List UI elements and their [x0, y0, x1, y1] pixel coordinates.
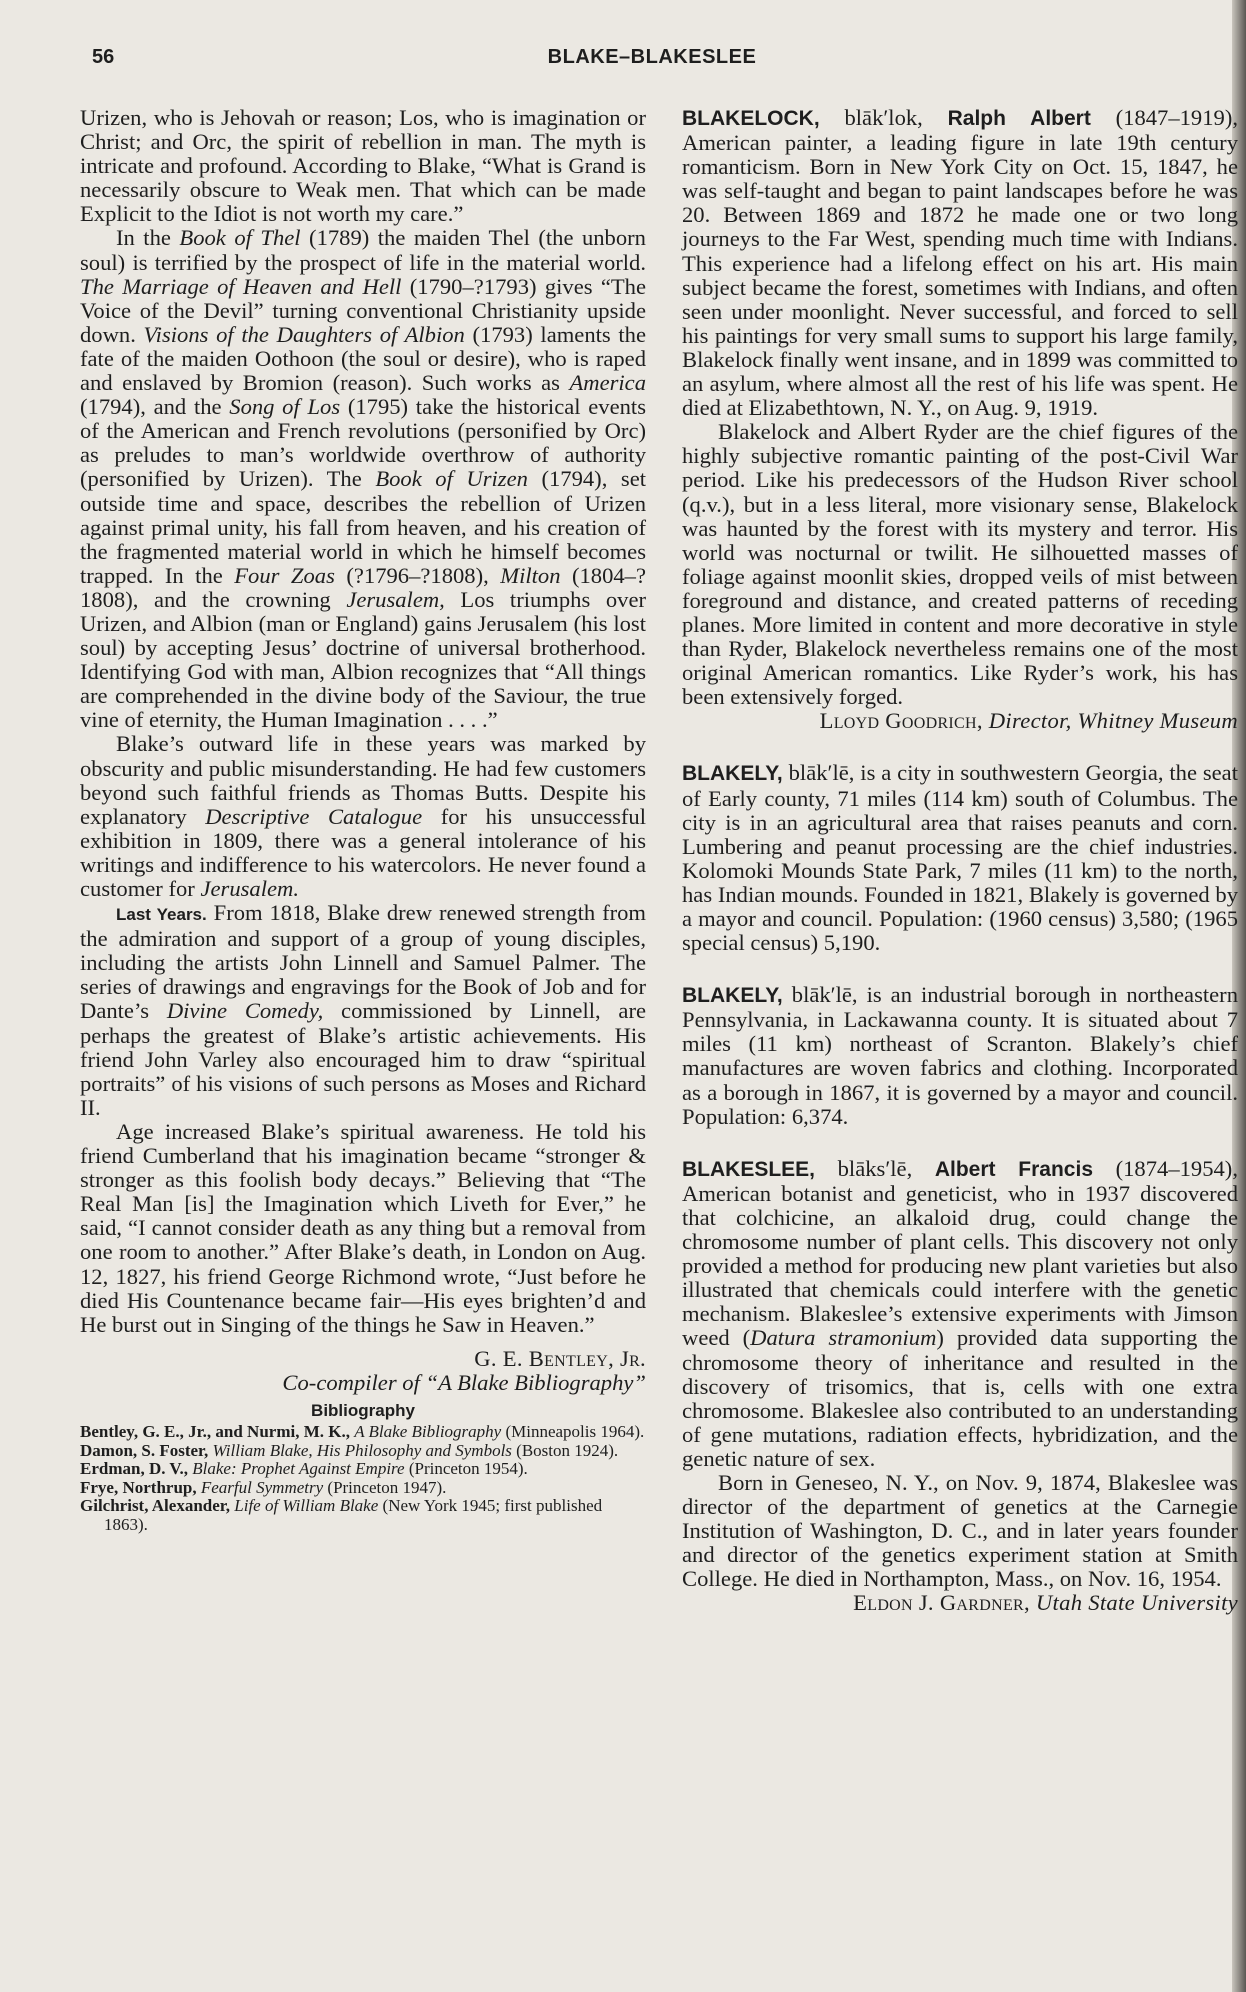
species-name: Datura stramonium	[750, 1325, 937, 1351]
entry-headword: BLAKELOCK,	[682, 107, 820, 130]
bibliography-entry: Damon, S. Foster, William Blake, His Philosophy and Symbols (Boston 1924).	[80, 1440, 619, 1460]
entry-headword: BLAKELY,	[682, 984, 783, 1008]
work-title: Descriptive Catalogue	[205, 803, 423, 829]
blakely-georgia-paragraph: BLAKELY, blāk′lē, is a city in southwestern Georgia, the seat of Early county, 71 miles (114 km) south of Columbus. The city is in an agricultural area that raises peanuts and corn. Lumbering and peanut processing are the chief industries. Kolomoki Mounds State Park, 7 miles (11 km) to the north, has Indian mounds. Founded in 1821, Blakely is governed by a mayor and council. Population: (1960 census) 3,580; (1965 special census) 5,190.	[682, 760, 1238, 956]
work-title: Book of Thel	[179, 225, 301, 251]
paragraph-myth: Urizen, who is Jehovah or reason; Los, who is imagination or Christ; and Orc, the spirit of rebellion in man. The myth is intricate and profound. According to Blake, “What is Grand is necessarily obscure to Weak men. That which can be made Explicit to the Idiot is not worth my care.”	[80, 105, 646, 227]
entry-blakeslee	[682, 1157, 1238, 1616]
work-title: America	[569, 370, 646, 396]
work-title: Jerusalem,	[346, 586, 445, 612]
paragraph-death: Age increased Blake’s spiritual awareness. He told his friend Cumberland that his imagination became “stronger & stronger as this foolish body decays.” Believing that “The Real Man [is] the Imagination which Liveth for Ever,” he said, “I cannot consider death as any thing but a removal from one room to another.” After Blake’s death, in London on Aug. 12, 1827, his friend George Richmond wrote, “Just before he died His Countenance became fair—His eyes brighten’d and He burst out in Singing of the things he Saw in Heaven.”	[80, 1118, 646, 1337]
left-column	[80, 106, 646, 1534]
section-heading-last-years: Last Years.	[116, 905, 207, 925]
entry-given-name: Ralph Albert	[947, 107, 1091, 130]
author-signature: Lloyd Goodrich, Director, Whitney Museum	[819, 708, 1238, 734]
page-header	[92, 46, 1212, 80]
entry-headword: BLAKELY,	[682, 762, 783, 786]
work-title: Jerusalem.	[200, 876, 299, 901]
paragraph-last-years: Last Years. From 1818, Blake drew renewed strength from the admiration and support of a group of young disciples, including the artists John Linnell and Samuel Palmer. The series of drawings and engravings for the Book of Job and for Dante’s Divine Comedy, commissioned by Linnell, are perhaps the greatest of Blake’s artistic achievements. His friend John Varley also encouraged him to draw “spiritual portraits” of his visions of such persons as Moses and Richard II.	[80, 900, 647, 1120]
bibliography-list	[80, 1423, 646, 1534]
work-title: Divine Comedy,	[166, 998, 324, 1024]
entry-blakely-pennsylvania	[682, 983, 1238, 1129]
blakelock-paragraph-2: Blakelock and Albert Ryder are the chief figures of the highly subjective romantic painting of the post-Civil War period. Like his predecessors of the Hudson River school (q.v.), but in a less literal, more visionary sense, Blakelock was haunted by the forest with its mystery and terror. His world was nocturnal or twilit. He silhouetted masses of foliage against moonlit skies, dropped veils of mist between foreground and distance, and created patterns of receding planes. More limited in content and more decorative in style than Ryder, Blakelock nevertheless remains one of the most original American romantics. Like Ryder’s work, his has been extensively forged.	[682, 419, 1238, 710]
paragraph-outward-life: Blake’s outward life in these years was marked by obscurity and public misunderstanding. He had few customers beyond such faithful friends as Thomas Butts. Despite his explanatory Descriptive Catalogue for his unsuccessful exhibition in 1809, there was a general intolerance of his writings and indifference to his watercolors. He never found a customer for Jerusalem.	[80, 731, 647, 901]
running-head: BLAKE–BLAKESLEE	[547, 46, 757, 68]
work-title: Milton	[500, 562, 561, 588]
work-title: Book of Urizen	[375, 466, 528, 492]
author-title: Co-compiler of “A Blake Bibliography”	[282, 1369, 646, 1395]
bibliography-entry: Bentley, G. E., Jr., and Nurmi, M. K., A Blake Bibliography (Minneapolis 1964).	[80, 1422, 645, 1442]
author-signature: G. E. Bentley, Jr.	[474, 1345, 646, 1371]
right-column	[682, 106, 1238, 1616]
work-title: The Marriage of Heaven and Hell	[80, 273, 402, 299]
entry-blakelock	[682, 106, 1238, 733]
blakeslee-paragraph-2: Born in Geneseo, N. Y., on Nov. 9, 1874, Blakeslee was director of the department of genetics at the Carnegie Institution of Washington, D. C., and in later years founder and director of the genetics experiment station at Smith College. He died in Northampton, Mass., on Nov. 16, 1954.	[682, 1469, 1238, 1592]
blakeslee-paragraph-1: BLAKESLEE, blāks′lē, Albert Francis (1874–1954), American botanist and geneticist, who in 1937 discovered that colchicine, an alkaloid drug, could change the chromosome number of plant cells. This discovery not only provided a method for producing new plant varieties but also illustrated that chemicals could interfere with the genetic mechanism. Blakeslee’s extensive experiments with Jimson weed (Datura stramonium) provided data supporting the chromosome theory of inheritance and resulted in the discovery of trisomics, that is, cells with one extra chromosome. Blakeslee also contributed to an understanding of gene mutations, radiation effects, hybridization, and the genetic nature of sex.	[682, 1155, 1238, 1471]
entry-blakely-georgia	[682, 761, 1238, 955]
work-title: Song of Los	[229, 394, 341, 420]
author-signature: Eldon J. Gardner, Utah State University	[853, 1590, 1238, 1616]
blakelock-paragraph-1: BLAKELOCK, blāk′lok, Ralph Albert (1847–1919), American painter, a leading figure in late 19th century romanticism. Born in New York City on Oct. 15, 1847, he was self-taught and began to paint landscapes before he was 20. Between 1869 and 1872 he made one or two long journeys to the Far West, spending much time with Indians. This experience had a lifelong effect on his art. His main subject became the forest, sometimes with Indians, and often seen under moonlight. Never successful, and forced to sell his paintings for very small sums to support his large family, Blakelock finally went insane, and in 1899 was committed to an asylum, where almost all the rest of his life was spent. He died at Elizabethtown, N. Y., on Aug. 9, 1919.	[682, 105, 1238, 421]
blakely-pennsylvania-paragraph: BLAKELY, blāk′lē, is an industrial borough in northeastern Pennsylvania, in Lackawanna county. It is situated about 7 miles (11 km) northeast of Scranton. Blakely’s chief manufactures are woven fabrics and clothing. Incorporated as a borough in 1867, it is governed by a mayor and council. Population: 6,374.	[682, 982, 1238, 1129]
bibliography-entry: Frye, Northrup, Fearful Symmetry (Princeton 1947).	[80, 1477, 447, 1497]
work-title: Four Zoas	[234, 562, 335, 588]
entry-headword: BLAKESLEE,	[682, 1157, 816, 1181]
page-number: 56	[92, 46, 115, 68]
bibliography-heading: Bibliography	[311, 1400, 415, 1420]
entry-given-name: Albert Francis	[934, 1157, 1093, 1181]
paragraph-works: In the Book of Thel (1789) the maiden Thel (the unborn soul) is terrified by the prospect of life in the material world. The Marriage of Heaven and Hell (1790–?1793) gives “The Voice of the Devil” turning conventional Christianity upside down. Visions of the Daughters of Albion (1793) laments the fate of the maiden Oothoon (the soul or desire), who is raped and enslaved by Bromion (reason). Such works as America (1794), and the Song of Los (1795) take the historical events of the American and French revolutions (personified by Orc) as preludes to man’s worldwide overthrow of authority (personified by Urizen). The Book of Urizen (1794), set outside time and space, describes the rebellion of Urizen against primal unity, his fall from heaven, and his creation of the fragmented material world in which he himself becomes trapped. In the Four Zoas (?1796–?1808), Milton (1804–?1808), and the crowning Jerusalem, Los triumphs over Urizen, and Albion (man or England) gains Jerusalem (his lost soul) by accepting Jesus’ doctrine of universal brotherhood. Identifying God with man, Albion recognizes that “All things are comprehended in the divine body of the Saviour, the true vine of eternity, the Human Imagination . . . .”	[80, 225, 647, 733]
bibliography-entry: Gilchrist, Alexander, Life of William Blake (New York 1945; first published 1863).	[80, 1496, 603, 1534]
work-title: Visions of the Daughters of Albion	[143, 321, 465, 347]
bibliography-entry: Erdman, D. V., Blake: Prophet Against Empire (Princeton 1954).	[80, 1459, 528, 1479]
